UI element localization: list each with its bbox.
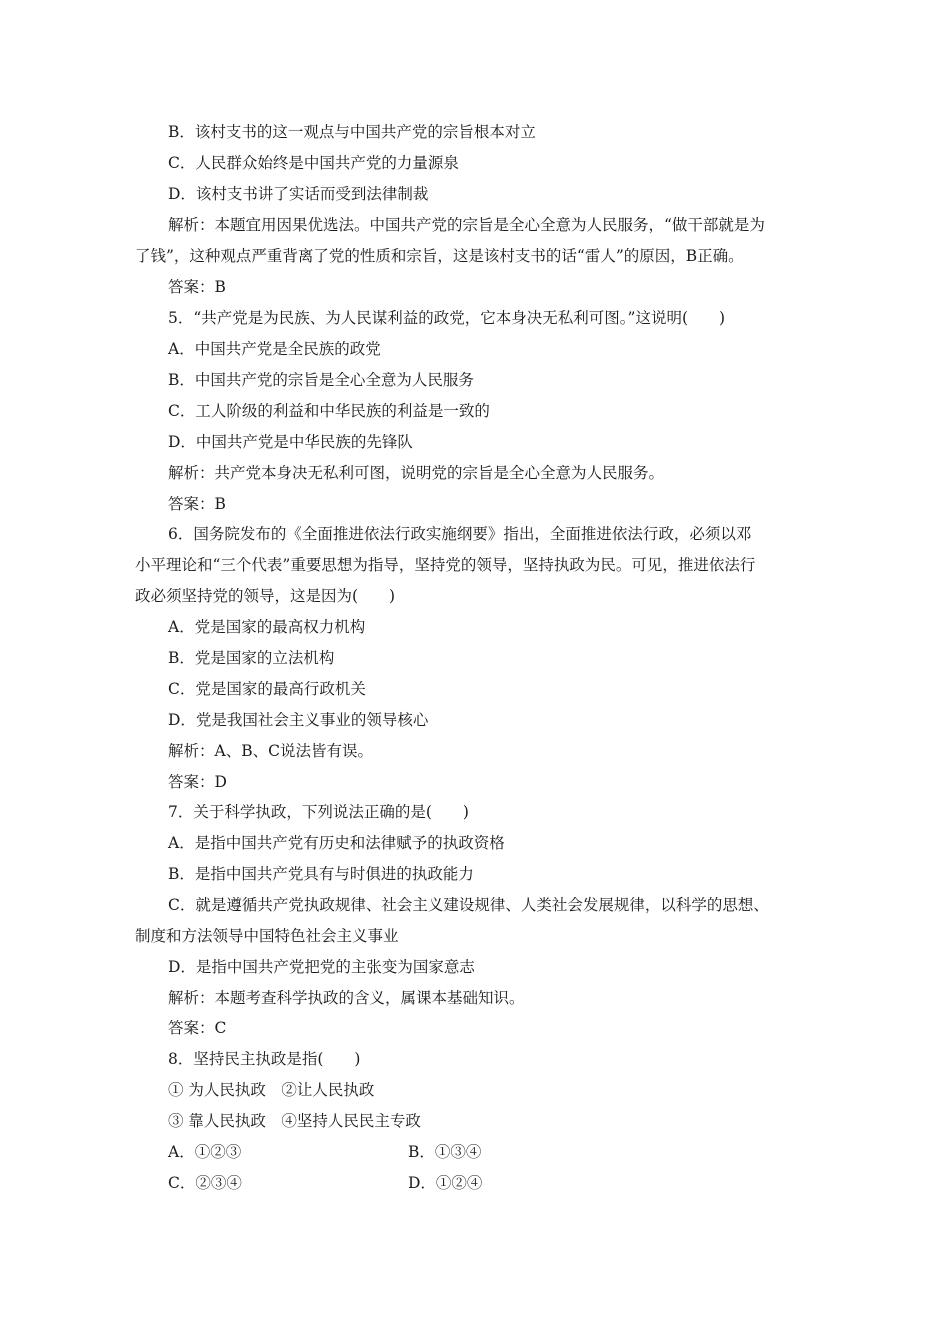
q7-answer: 答案：C <box>168 1019 227 1037</box>
question-7: 7．关于科学执政，下列说法正确的是( ) <box>168 803 469 821</box>
q5-analysis: 解析：共产党本身决无私利可图，说明党的宗旨是全心全意为人民服务。 <box>168 464 665 482</box>
q6-option-c: C．党是国家的最高行政机关 <box>168 680 366 698</box>
q6-analysis: 解析：A、B、C说法皆有误。 <box>168 742 373 760</box>
q8-option-d: D．①②④ <box>408 1174 483 1192</box>
q7-option-c: C．就是遵循共产党执政规律、社会主义建设规律、人类社会发展规律，以科学的思想、 <box>168 896 769 914</box>
q7-option-b: B．是指中国共产党具有与时俱进的执政能力 <box>168 865 474 883</box>
q7-option-a: A．是指中国共产党有历史和法律赋予的执政资格 <box>168 834 505 852</box>
answer-text: 答案：B <box>168 278 226 296</box>
q5-option-b: B．中国共产党的宗旨是全心全意为人民服务 <box>168 371 474 389</box>
q7-analysis: 解析：本题考查科学执政的含义，属课本基础知识。 <box>168 989 525 1007</box>
q7-option-d: D．是指中国共产党把党的主张变为国家意志 <box>168 958 475 976</box>
q5-option-d: D．中国共产党是中华民族的先锋队 <box>168 433 413 451</box>
option-b-text: B．该村支书的这一观点与中国共产党的宗旨根本对立 <box>168 123 536 141</box>
question-5: 5．“共产党是为民族、为人民谋利益的政党，它本身决无私利可图。”这说明( ) <box>168 309 726 327</box>
question-8: 8．坚持民主执政是指( ) <box>168 1050 361 1068</box>
q6-option-b: B．党是国家的立法机构 <box>168 649 335 667</box>
q6-option-d: D．党是我国社会主义事业的领导核心 <box>168 711 429 729</box>
option-d-text: D．该村支书讲了实话而受到法律制裁 <box>168 185 429 203</box>
question-6-cont-2: 政必须坚持党的领导，这是因为( ) <box>135 587 396 605</box>
analysis-text-cont: 了钱”，这种观点严重背离了党的性质和宗旨，这是该村支书的话“雷人”的原因，B正确。 <box>135 247 744 265</box>
q8-option-b: B．①③④ <box>408 1143 482 1161</box>
analysis-text: 解析：本题宜用因果优选法。中国共产党的宗旨是全心全意为人民服务，“做干部就是为 <box>168 216 765 234</box>
question-6-cont: 小平理论和“三个代表”重要思想为指导，坚持党的领导，坚持执政为民。可见，推进依法行 <box>135 556 756 574</box>
q8-items-row-1: ① 为人民执政 ②让人民执政 <box>168 1081 375 1099</box>
q8-option-c: C．②③④ <box>168 1174 242 1192</box>
q6-option-a: A．党是国家的最高权力机构 <box>168 618 366 636</box>
q6-answer: 答案：D <box>168 773 227 791</box>
question-6: 6．国务院发布的《全面推进依法行政实施纲要》指出，全面推进依法行政，必须以邓 <box>168 525 752 543</box>
q8-option-a: A．①②③ <box>168 1143 242 1161</box>
q8-items-row-2: ③ 靠人民执政 ④坚持人民民主专政 <box>168 1112 421 1130</box>
q7-option-c-cont: 制度和方法领导中国特色社会主义事业 <box>135 927 399 945</box>
q5-answer: 答案：B <box>168 495 226 513</box>
q5-option-a: A．中国共产党是全民族的政党 <box>168 340 381 358</box>
option-c-text: C．人民群众始终是中国共产党的力量源泉 <box>168 154 459 172</box>
q5-option-c: C．工人阶级的利益和中华民族的利益是一致的 <box>168 402 490 420</box>
